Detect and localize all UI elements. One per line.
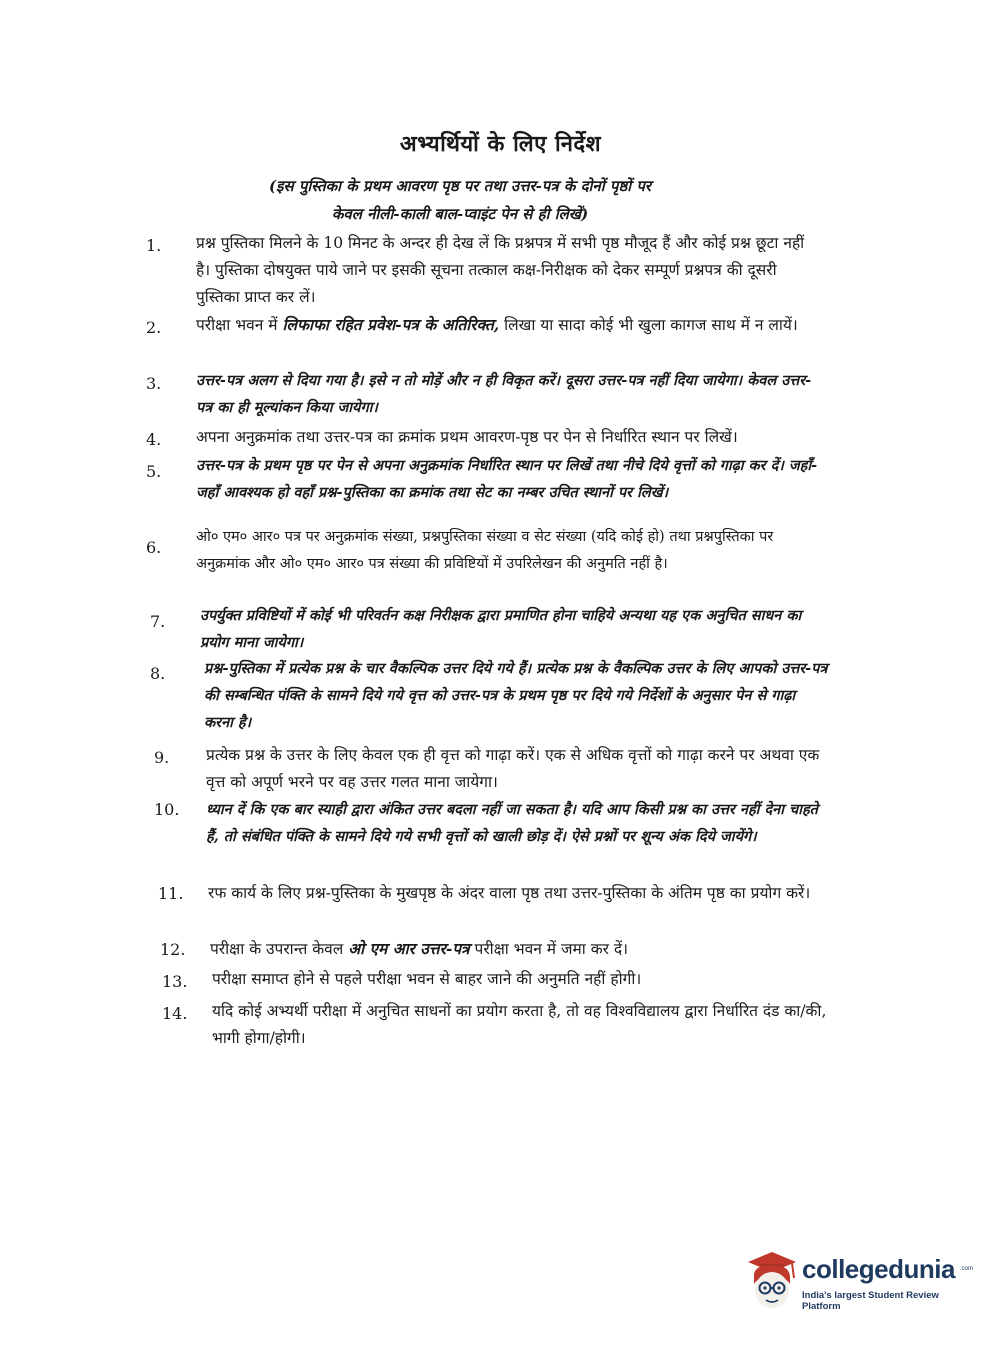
item-number: 6. xyxy=(146,538,162,557)
graduate-mascot-icon xyxy=(742,1250,800,1314)
item-text: परीक्षा भवन में लिफाफा रहित प्रवेश-पत्र के अतिरिक्त, लिखा या सादा कोई भी खुला कागज साथ में न लायें। xyxy=(196,315,798,334)
collegedunia-logo xyxy=(742,1250,972,1320)
item-text: उत्तर-पत्र के प्रथम पृष्ठ पर पेन से अपना अनुक्रमांक निर्धारित स्थान पर लिखें तथा नीचे दिये वृत्तों को गाढ़ा कर दें। जहाँ-जहाँ आवश्यक हो वहाँ प्रश्न-पुस्तिका का क्रमांक तथा सेट का नम्बर उचित स्थानों पर लिखें। xyxy=(196,457,818,501)
item-number: 4. xyxy=(146,430,162,449)
item-number: 3. xyxy=(146,374,162,393)
item-text: प्रश्न-पुस्तिका में प्रत्येक प्रश्न के चार वैकल्पिक उत्तर दिये गये हैं। प्रत्येक प्रश्न के वैकल्पिक उत्तर के लिए आपको उत्तर-पत्र की सम्बन्धित पंक्ति के सामने दिये गये वृत्त को उत्तर-पत्र के प्रथम पृष्ठ पर दिये गये निर्देशों के अनुसार पेन से गाढ़ा करना है। xyxy=(204,660,828,731)
item-text: परीक्षा के उपरान्त केवल ओ एम आर उत्तर-पत्र परीक्षा भवन में जमा कर दें। xyxy=(210,939,628,958)
logo-tagline: India's largest Student Review Platform xyxy=(802,1290,939,1312)
logo-wordmark: collegedunia xyxy=(802,1254,955,1284)
item-text: ध्यान दें कि एक बार स्याही द्वारा अंकित उत्तर बदला नहीं जा सकता है। यदि आप किसी प्रश्न का उत्तर नहीं देना चाहते हैं, तो संबंधित पंक्ति के सामने दिये गये सभी वृत्तों को खाली छोड़ दें। ऐसे प्रश्नों पर शून्य अंक दिये जायेंगे। xyxy=(206,801,818,845)
item-text: प्रत्येक प्रश्न के उत्तर के लिए केवल एक ही वृत्त को गाढ़ा करें। एक से अधिक वृत्तों को गाढ़ा करने पर अथवा एक वृत्त को अपूर्ण भरने पर वह उत्तर गलत माना जायेगा। xyxy=(206,746,820,791)
logo-suffix: .com xyxy=(960,1266,974,1272)
item-number: 13. xyxy=(162,972,188,991)
item-text: उपर्युक्त प्रविष्टियों में कोई भी परिवर्तन कक्ष निरीक्षक द्वारा प्रमाणित होना चाहिये अन्यथा यह एक अनुचित साधन का प्रयोग माना जायेगा। xyxy=(200,607,802,651)
item-number: 2. xyxy=(146,318,162,337)
item-number: 7. xyxy=(150,612,166,631)
item-number: 10. xyxy=(154,800,180,819)
subtitle-line-2: केवल नीली-काली बाल-प्वाइंट पेन से ही लिखें) xyxy=(331,205,589,223)
item-number: 14. xyxy=(162,1004,188,1023)
page-title: अभ्यर्थियों के लिए निर्देश xyxy=(399,131,602,157)
item-number: 1. xyxy=(146,236,162,255)
item-number: 11. xyxy=(158,884,184,903)
item-number: 9. xyxy=(154,748,170,767)
item-number: 12. xyxy=(160,940,186,959)
item-number: 5. xyxy=(146,462,162,481)
item-text: ओ० एम० आर० पत्र पर अनुक्रमांक संख्या, प्रश्नपुस्तिका संख्या व सेट संख्या (यदि कोई हो) तथा प्रश्नपुस्तिका पर अनुक्रमांक और ओ० एम० आर० पत्र संख्या की प्रविष्टियों में उपरिलेखन की अनुमति नहीं है। xyxy=(196,529,774,572)
item-number: 8. xyxy=(150,664,166,683)
item-text: प्रश्न पुस्तिका मिलने के 10 मिनट के अन्दर ही देख लें कि प्रश्नपत्र में सभी पृष्ठ मौजूद हैं और कोई प्रश्न छूटा नहीं है। पुस्तिका दोषयुक्त पाये जाने पर इसकी सूचना तत्काल कक्ष-निरीक्षक को देकर सम्पूर्ण प्रश्नपत्र की दूसरी पुस्तिका प्राप्त कर लें। xyxy=(196,234,805,306)
item-text: अपना अनुक्रमांक तथा उत्तर-पत्र का क्रमांक प्रथम आवरण-पृष्ठ पर पेन से निर्धारित स्थान पर लिखें। xyxy=(196,428,738,446)
subtitle-line-1: (इस पुस्तिका के प्रथम आवरण पृष्ठ पर तथा उत्तर-पत्र के दोनों पृष्ठों पर xyxy=(269,177,651,195)
item-text: उत्तर-पत्र अलग से दिया गया है। इसे न तो मोड़ें और न ही विकृत करें। दूसरा उत्तर-पत्र नहीं दिया जायेगा। केवल उत्तर-पत्र का ही मूल्यांकन किया जायेगा। xyxy=(196,372,812,416)
page-subtitle xyxy=(200,172,720,228)
item-text: रफ कार्य के लिए प्रश्न-पुस्तिका के मुखपृष्ठ के अंदर वाला पृष्ठ तथा उत्तर-पुस्तिका के अंतिम पृष्ठ का प्रयोग करें। xyxy=(208,884,811,902)
item-text: परीक्षा समाप्त होने से पहले परीक्षा भवन से बाहर जाने की अनुमति नहीं होगी। xyxy=(212,970,642,988)
item-text: यदि कोई अभ्यर्थी परीक्षा में अनुचित साधनों का प्रयोग करता है, तो वह विश्वविद्यालय द्वारा निर्धारित दंड का/की, भागी होगा/होगी। xyxy=(212,1002,827,1047)
